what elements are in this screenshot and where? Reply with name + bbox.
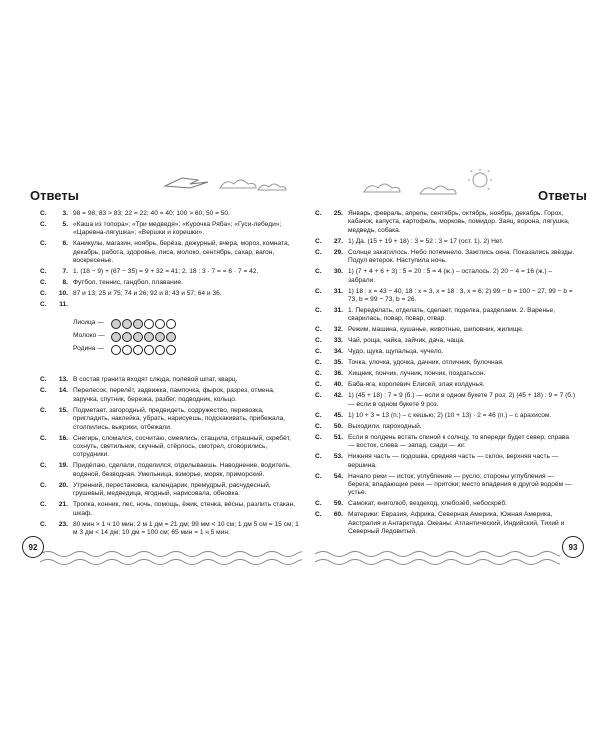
answer-entry: С. 21. Тропка, конник, лес, ночь, помощь, ёжик, стенка, вёсны, разлить стакан, шкаф.	[40, 501, 297, 517]
circle-icon	[111, 332, 121, 342]
circle-row	[111, 345, 302, 355]
circle-grid	[73, 319, 302, 355]
answer-entry: С. 29. Солнце закатилось. Небо потемнело. Зажглись окна. Показались звёзды. Подул ветерок. Наступила ночь.	[315, 248, 577, 265]
answer-entry: С. 50. Выходили, пароходный.	[315, 422, 422, 430]
answer-entry: С. 14. Перелесок, перелёт, задвижка, пампочка, фырок, разрез, отмена, заручка, спутник, березка, разбег, подводник, кольцо.	[40, 387, 277, 403]
answer-entry: С. 31. 1. Переделать, отделать, сделает, поделка, разделаем. 2. Варенье, сварилась, повар, повар, отвар.	[315, 307, 557, 323]
answer-entry: С. 40. Баба-яга, королевич Елисей, злая колдунья.	[315, 381, 485, 389]
circle-icon	[166, 345, 176, 355]
answer-entry: С. 35. Точка, улочка, удочка, дачник, отличник, булочная.	[315, 359, 504, 367]
cloud-and-sun-illustration	[360, 168, 510, 198]
page-number-right: 93	[562, 536, 584, 558]
answer-entry: С. 13. В состав гранита входят слюда, полевой шпат, кварц.	[40, 376, 238, 384]
waves-decoration-right	[315, 548, 560, 572]
answer-entry: С. 5. «Каша из топора»; «Три медведя»; «Курочка Ряба»; «Гуси-лебеди»; «Царевна-лягушка»; «Вершки и корешки».	[40, 221, 284, 237]
answer-entry: С. 27. 1) Да. (15 + 19 + 18) : 3 = 52 : 3 = 17 (ост. 1). 2) Нет.	[315, 237, 504, 245]
answer-entry: С. 33. Чай, роща, чайка, зайчик, дача, чаща.	[315, 337, 465, 345]
answer-entry: С. 8. Футбол, теннис, гандбол, плавание.	[40, 279, 183, 287]
page-number-left: 92	[22, 536, 44, 558]
answer-entry: С. 6. Каникулы, магазин, ноябрь, берёза, дежурный, вчера, мороз, комната, декабрь, работа, здоровье, лиса, молоко, сентябрь, сахар, вагон, воскресенье.	[40, 240, 292, 265]
answer-entry: С. 7. 1. (18 − 9) + (67 − 35) = 9 + 32 = 41; 2. 18 : 3 · 7 = = 6 · 7 = 42.	[40, 268, 259, 276]
circle-icon	[122, 319, 132, 329]
cloud-and-plane-illustration	[160, 168, 290, 194]
row-label: Лисица —	[73, 319, 104, 327]
answer-entry: С. 54. Начало реки — исток; углубление — русло; стороны углубления — берега; впадающие реки — притоки; место впадения в другой водоём — устье.	[315, 472, 574, 497]
answer-entry: С. 23. 80 мин > 1 ч 10 мин; 2 м 1 дм = 21 дм; 99 мм < 10 см; 1 дм 5 см = 15 см; 1 м 3 дм < 14 дм; 10 дм = 100 см; 65 мин = 1 ч 5 мин.	[40, 520, 301, 537]
row-label: Родина —	[73, 345, 104, 353]
answer-entry: С. 45. 1) 10 + 3 = 13 (п.) – с кешью; 2) (10 + 13) · 2 = 46 (п.) – с арахисом.	[315, 411, 552, 419]
page-heading-right: Ответы	[538, 188, 587, 203]
circle-icon	[111, 319, 121, 329]
answer-entry: С. 15. Подметает, загородный, предвидеть, содружество, перевозка, пригладить, наклейка, убрать, нарисуешь, подскакивать, прибежала, столпились, выкрики, отбежали.	[40, 406, 287, 431]
circle-icon	[122, 332, 132, 342]
answers-column-left	[40, 210, 302, 540]
row-label: Молоко —	[73, 332, 105, 340]
circle-icon	[155, 345, 165, 355]
answer-entry: С. 59. Самокат, книголюб, вездеход, хлебозёб, небоскрёб.	[315, 500, 507, 508]
circle-icon	[155, 332, 165, 342]
circle-icon	[144, 345, 154, 355]
answer-entry: С. 20. Утренний, перестановка, календарик, премудрый, расчудесный, грушевый, медведица, ягодный, нарисовала, обновка.	[40, 481, 273, 498]
answer-entry: С. 19. Придёлаю, сделали, поделился, отделываешь. Наводнение, водитель, водяной, безводная. Умельница, взморье, моряк, приморский.	[40, 462, 293, 478]
answer-entry: С. 42. 1) (45 + 18) : 7 = 9 (б.) — если в одном букете 7 роз; 2) (45 + 18) : 9 = 7 (б.) — если в одном букете 9 роз.	[315, 392, 577, 408]
answer-entry: С. 53. Нижняя часть — подошва, средняя часть — склон, верхняя часть — вершина.	[315, 453, 561, 469]
circle-icon	[111, 345, 121, 355]
circle-row	[111, 332, 302, 342]
answers-column-right	[315, 210, 577, 539]
circle-icon	[144, 332, 154, 342]
answer-entry: С. 60. Материки: Евразия, Африка, Северная Америка, Южная Америка, Австралия и Антарктида. Океаны: Атлантический, Индийский, Тихий и Северный Ледовитый.	[315, 511, 567, 536]
circle-row	[111, 319, 302, 329]
answer-entry: С. 30. 1) (7 + 4 + 6 + 3) : 5 = 20 : 5 = 4 (ж.) – осталось. 2) 20 − 4 = 16 (ж.) – забрали.	[315, 268, 554, 284]
circle-icon	[133, 345, 143, 355]
circle-icon	[144, 319, 154, 329]
answer-entry: С. 51. Если в полдень встать спиной к солнцу, то впереди будет север, справа — восток, слева — запад, сзади — юг.	[315, 433, 571, 450]
answer-entry: С. 25. Январь, февраль, апрель, сентябрь, октябрь, ноябрь, декабрь. Горох, кабачок, капуста, картофель, морковь, помидор. Заяц, ворона, лягушка, медведь, собака.	[315, 210, 572, 234]
page-heading-left: Ответы	[30, 188, 79, 203]
answer-entry: С. 34. Чудо, щука, щупальца, чучело.	[315, 348, 444, 356]
circle-icon	[133, 319, 143, 329]
answer-entry-circles: С. 11. Лисица — Молоко — Родина —	[40, 301, 302, 374]
circle-icon	[166, 319, 176, 329]
answer-entry: С. 16. Снегирь, сломался, сосчитаю, смеялись, стащила, страшный, скребёт, сохнуть, светильник, скучный, стёрлось, смотрел, сговорились, сотрудники.	[40, 434, 293, 459]
answer-entry: С. 32. Режим, машина, кушанье, животные, шиповник, жилище.	[315, 326, 524, 334]
circle-icon	[133, 332, 143, 342]
answer-entry: С. 3. 98 = 98; 83 > 83; 22 = 22; 40 = 40; 100 > 60; 50 = 50.	[40, 210, 230, 217]
answer-entry: С. 10. 87 и 13; 25 и 75; 74 и 26; 92 и 8; 43 и 57; 64 и 36.	[40, 290, 222, 298]
answer-entry: С. 36. Хищник, пончик, лучник, пончик, поздатьсон.	[315, 370, 486, 378]
circle-icon	[155, 319, 165, 329]
answer-entry: С. 31. 1) 18 : x = 43 − 40, 18 : x = 3, x = 18 : 3, x = 6; 2) 99 − b = 100 − 27, 99 − b = 73, b = 99 − 73, b = 26.	[315, 287, 575, 304]
circle-icon	[122, 345, 132, 355]
circle-icon	[166, 332, 176, 342]
waves-decoration-left	[40, 548, 302, 572]
